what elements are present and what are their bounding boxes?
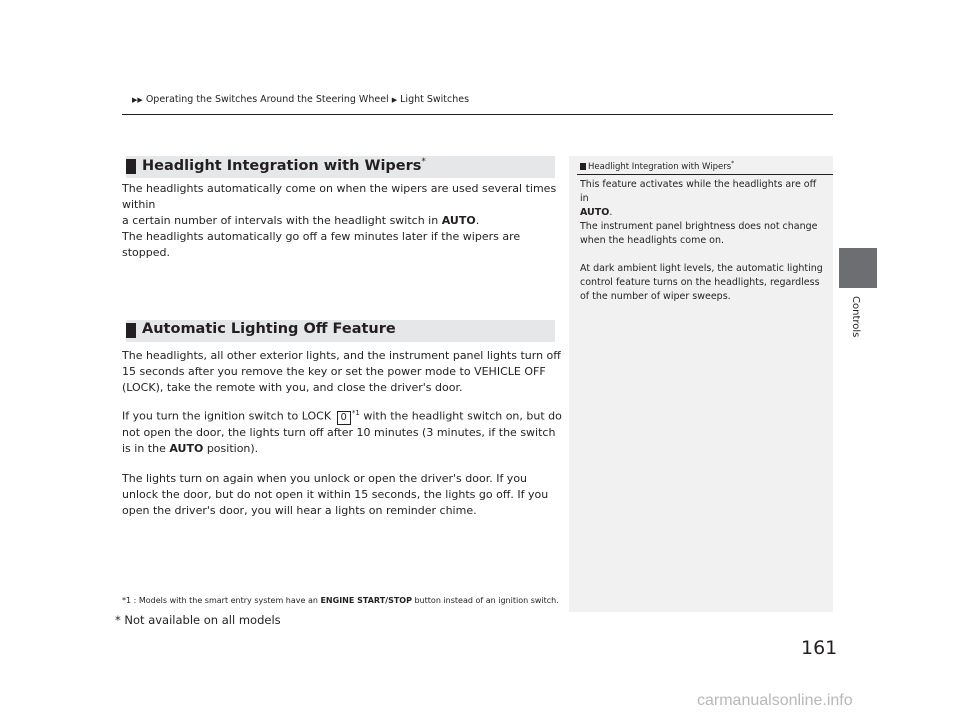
section-heading-wipers	[126, 156, 555, 178]
section-title: Headlight Integration with Wipers	[142, 157, 422, 174]
section-heading-lighting-off	[126, 320, 555, 342]
breadcrumb-item-light-switches[interactable]: Light Switches	[400, 94, 470, 105]
heading-square-icon	[126, 159, 136, 174]
note-divider	[577, 174, 833, 175]
reference-icon	[580, 163, 586, 170]
footnote-bold: ENGINE START/STOP	[320, 596, 412, 605]
page-number: 161	[801, 637, 838, 659]
breadcrumb-arrow-icon: ▶▶	[132, 96, 143, 104]
watermark: carmanualsonline.info	[697, 692, 853, 709]
footnote-ref: *1	[351, 409, 360, 417]
text-line: The headlights automatically go off a few minutes later if the wipers are stopped.	[122, 230, 521, 259]
section-side-tab	[839, 248, 877, 288]
text-line: a certain number of intervals with the headlight switch in AUTO.	[122, 214, 480, 227]
note-text: AUTO.	[580, 207, 613, 218]
breadcrumb-item-switches[interactable]: Operating the Switches Around the Steering Wheel	[145, 94, 389, 105]
lighting-off-paragraph-1: The headlights, all other exterior lights, and the instrument panel lights turn off 15 seconds after you remove the key or set the power mode to VEHICLE OFF (LOCK), take the remote with you, and close the driver's door.	[122, 349, 561, 394]
breadcrumb	[132, 94, 469, 105]
bold-auto: AUTO	[441, 214, 476, 227]
asterisk-mark: *	[421, 157, 426, 167]
note-text: The instrument panel brightness does not change when the headlights come on.	[580, 221, 818, 246]
lighting-off-paragraph-2: If you turn the ignition switch to LOCK 0 $^{*1}$ with the headlight switch on, but do not open the door, the lights turn off after 10 minutes (3 minutes, if the switch is in the AUTO position).	[122, 409, 562, 455]
side-note-box	[569, 156, 833, 612]
note-text: This feature activates while the headlights are off in	[580, 179, 817, 204]
availability-note: * Not available on all models	[115, 613, 281, 627]
breadcrumb-arrow-icon: ▶	[391, 96, 398, 104]
lock-position-key: 0	[337, 411, 351, 425]
section-title: Automatic Lighting Off Feature	[142, 321, 396, 337]
footnote: *1 : Models with the smart entry system have an ENGINE START/STOP button instead of an ignition switch.	[122, 596, 559, 605]
side-tab-label: Controls	[850, 296, 861, 338]
note-text: At dark ambient light levels, the automatic lighting control feature turns on the headlights, regardless of the number of wiper sweeps.	[580, 263, 823, 302]
bold-auto: AUTO	[169, 441, 204, 455]
lighting-off-paragraph-3: The lights turn on again when you unlock or open the driver's door. If you unlock the door, but do not open it within 15 seconds, the lights go off. If you open the driver's door, you will hear a lights on reminder chime.	[122, 472, 549, 517]
wipers-paragraph	[122, 181, 562, 261]
heading-square-icon	[126, 323, 136, 338]
header-rule	[122, 114, 833, 115]
text-line: The headlights automatically come on when the wipers are used several times within	[122, 182, 557, 211]
note-heading[interactable]: Headlight Integration with Wipers*	[580, 160, 734, 172]
